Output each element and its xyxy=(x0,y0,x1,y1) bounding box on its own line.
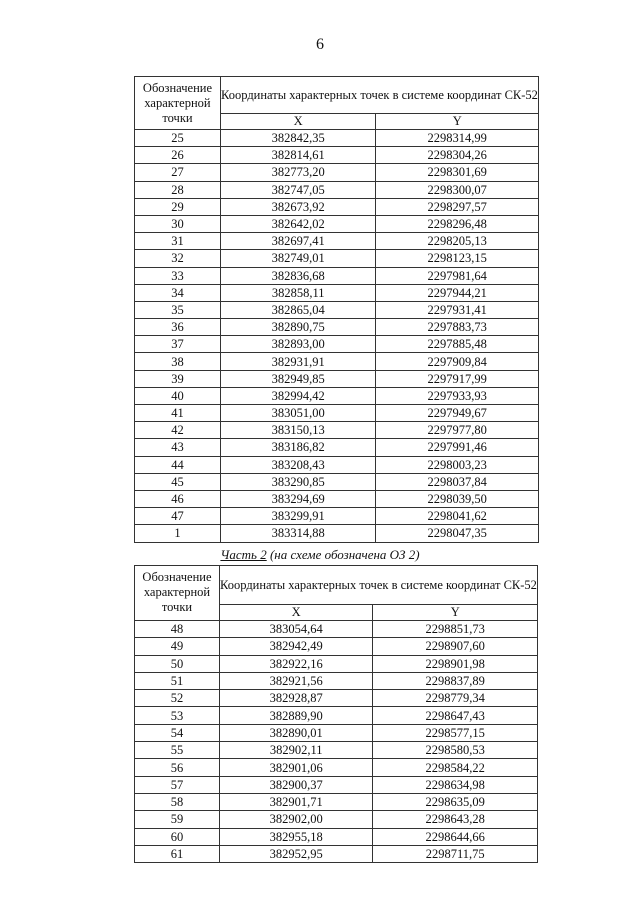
y-coordinate-cell: 2297885,48 xyxy=(376,336,539,353)
table-row xyxy=(135,284,539,301)
point-code-cell: 25 xyxy=(135,130,221,147)
y-coordinate-cell: 2298304,26 xyxy=(376,147,539,164)
point-code-cell: 32 xyxy=(135,250,221,267)
x-coordinate-cell: 382955,18 xyxy=(219,828,373,845)
table-row xyxy=(135,405,539,422)
x-coordinate-cell: 383299,91 xyxy=(220,508,376,525)
point-code-cell: 1 xyxy=(135,525,221,542)
x-coordinate-cell: 382642,02 xyxy=(220,215,376,232)
x-coordinate-cell: 382747,05 xyxy=(220,181,376,198)
point-code-cell: 26 xyxy=(135,147,221,164)
x-coordinate-cell: 382858,11 xyxy=(220,284,376,301)
point-code-cell: 49 xyxy=(135,638,220,655)
point-code-cell: 39 xyxy=(135,370,221,387)
point-code-cell: 56 xyxy=(135,759,220,776)
x-coordinate-cell: 382890,75 xyxy=(220,319,376,336)
y-coordinate-cell: 2298647,43 xyxy=(373,707,538,724)
x-coordinate-cell: 383208,43 xyxy=(220,456,376,473)
y-coordinate-cell: 2298644,66 xyxy=(373,828,538,845)
x-coordinate-cell: 383054,64 xyxy=(219,621,373,638)
point-code-cell: 27 xyxy=(135,164,221,181)
table-row xyxy=(135,638,538,655)
table-row xyxy=(135,508,539,525)
y-coordinate-cell: 2298037,84 xyxy=(376,473,539,490)
x-coordinate-cell: 382893,00 xyxy=(220,336,376,353)
point-code-cell: 54 xyxy=(135,724,220,741)
x-coordinate-cell: 383186,82 xyxy=(220,439,376,456)
y-coordinate-cell: 2298301,69 xyxy=(376,164,539,181)
x-coordinate-cell: 382922,16 xyxy=(219,655,373,672)
x-coordinate-cell: 382749,01 xyxy=(220,250,376,267)
table-row xyxy=(135,672,538,689)
x-coordinate-cell: 382889,90 xyxy=(219,707,373,724)
header-x: X xyxy=(219,605,373,621)
point-code-cell: 59 xyxy=(135,811,220,828)
x-coordinate-cell: 382942,49 xyxy=(219,638,373,655)
point-code-cell: 33 xyxy=(135,267,221,284)
point-code-cell: 31 xyxy=(135,233,221,250)
y-coordinate-cell: 2297933,93 xyxy=(376,387,539,404)
header-y: Y xyxy=(373,605,538,621)
point-code-cell: 37 xyxy=(135,336,221,353)
y-coordinate-cell: 2297931,41 xyxy=(376,301,539,318)
table-row xyxy=(135,456,539,473)
table-row xyxy=(135,439,539,456)
y-coordinate-cell: 2298039,50 xyxy=(376,490,539,507)
y-coordinate-cell: 2298851,73 xyxy=(373,621,538,638)
x-coordinate-cell: 382994,42 xyxy=(220,387,376,404)
header-point-code: Обозначение характерной точки xyxy=(135,566,220,621)
part-2-caption xyxy=(0,547,640,563)
x-coordinate-cell: 382890,01 xyxy=(219,724,373,741)
x-coordinate-cell: 382949,85 xyxy=(220,370,376,387)
x-coordinate-cell: 383150,13 xyxy=(220,422,376,439)
point-code-cell: 51 xyxy=(135,672,220,689)
table-row xyxy=(135,164,539,181)
table-row xyxy=(135,387,539,404)
table-row xyxy=(135,370,539,387)
point-code-cell: 30 xyxy=(135,215,221,232)
y-coordinate-cell: 2298041,62 xyxy=(376,508,539,525)
y-coordinate-cell: 2298711,75 xyxy=(373,845,538,862)
y-coordinate-cell: 2297909,84 xyxy=(376,353,539,370)
table-row xyxy=(135,215,539,232)
x-coordinate-cell: 382902,00 xyxy=(219,811,373,828)
y-coordinate-cell: 2298297,57 xyxy=(376,198,539,215)
x-coordinate-cell: 382902,11 xyxy=(219,742,373,759)
y-coordinate-cell: 2297883,73 xyxy=(376,319,539,336)
point-code-cell: 36 xyxy=(135,319,221,336)
point-code-cell: 35 xyxy=(135,301,221,318)
y-coordinate-cell: 2298123,15 xyxy=(376,250,539,267)
point-code-cell: 28 xyxy=(135,181,221,198)
x-coordinate-cell: 383290,85 xyxy=(220,473,376,490)
table-row xyxy=(135,724,538,741)
x-coordinate-cell: 382931,91 xyxy=(220,353,376,370)
x-coordinate-cell: 382928,87 xyxy=(219,690,373,707)
point-code-cell: 44 xyxy=(135,456,221,473)
table-row xyxy=(135,422,539,439)
table-row xyxy=(135,181,539,198)
y-coordinate-cell: 2298047,35 xyxy=(376,525,539,542)
y-coordinate-cell: 2298580,53 xyxy=(373,742,538,759)
table-row xyxy=(135,490,539,507)
y-coordinate-cell: 2297977,80 xyxy=(376,422,539,439)
point-code-cell: 58 xyxy=(135,793,220,810)
point-code-cell: 43 xyxy=(135,439,221,456)
point-code-cell: 57 xyxy=(135,776,220,793)
y-coordinate-cell: 2298779,34 xyxy=(373,690,538,707)
x-coordinate-cell: 382842,35 xyxy=(220,130,376,147)
x-coordinate-cell: 383314,88 xyxy=(220,525,376,542)
x-coordinate-cell: 383051,00 xyxy=(220,405,376,422)
table-row xyxy=(135,198,539,215)
x-coordinate-cell: 382697,41 xyxy=(220,233,376,250)
part-2-label: Часть 2 xyxy=(220,547,267,562)
point-code-cell: 45 xyxy=(135,473,221,490)
table-row xyxy=(135,267,539,284)
coordinates-table-part-2 xyxy=(134,565,538,863)
point-code-cell: 52 xyxy=(135,690,220,707)
table-row xyxy=(135,793,538,810)
x-coordinate-cell: 382673,92 xyxy=(220,198,376,215)
y-coordinate-cell: 2298003,23 xyxy=(376,456,539,473)
point-code-cell: 47 xyxy=(135,508,221,525)
point-code-cell: 34 xyxy=(135,284,221,301)
x-coordinate-cell: 382921,56 xyxy=(219,672,373,689)
x-coordinate-cell: 382836,68 xyxy=(220,267,376,284)
table-row xyxy=(135,759,538,776)
y-coordinate-cell: 2297944,21 xyxy=(376,284,539,301)
header-coordinates: Координаты характерных точек в системе координат СК-52 xyxy=(219,566,537,605)
y-coordinate-cell: 2298205,13 xyxy=(376,233,539,250)
x-coordinate-cell: 382865,04 xyxy=(220,301,376,318)
point-code-cell: 40 xyxy=(135,387,221,404)
table-row xyxy=(135,250,539,267)
x-coordinate-cell: 382900,37 xyxy=(219,776,373,793)
table-row xyxy=(135,690,538,707)
header-coordinates: Координаты характерных точек в системе координат СК-52 xyxy=(220,77,538,114)
point-code-cell: 53 xyxy=(135,707,220,724)
y-coordinate-cell: 2297991,46 xyxy=(376,439,539,456)
coordinates-table-part-1 xyxy=(134,76,539,543)
point-code-cell: 55 xyxy=(135,742,220,759)
point-code-cell: 61 xyxy=(135,845,220,862)
table-row xyxy=(135,336,539,353)
x-coordinate-cell: 382901,06 xyxy=(219,759,373,776)
x-coordinate-cell: 382952,95 xyxy=(219,845,373,862)
y-coordinate-cell: 2297917,99 xyxy=(376,370,539,387)
table-row xyxy=(135,828,538,845)
table-row xyxy=(135,776,538,793)
point-code-cell: 60 xyxy=(135,828,220,845)
table-row xyxy=(135,301,539,318)
y-coordinate-cell: 2297981,64 xyxy=(376,267,539,284)
table-row xyxy=(135,655,538,672)
table-row xyxy=(135,130,539,147)
table-row xyxy=(135,621,538,638)
point-code-cell: 46 xyxy=(135,490,221,507)
page-number: 6 xyxy=(316,36,324,53)
table-row xyxy=(135,742,538,759)
table-row xyxy=(135,845,538,862)
header-point-code: Обозначение характерной точки xyxy=(135,77,221,130)
table-row xyxy=(135,319,539,336)
table-row xyxy=(135,353,539,370)
point-code-cell: 41 xyxy=(135,405,221,422)
x-coordinate-cell: 382773,20 xyxy=(220,164,376,181)
y-coordinate-cell: 2298300,07 xyxy=(376,181,539,198)
y-coordinate-cell: 2298577,15 xyxy=(373,724,538,741)
x-coordinate-cell: 382814,61 xyxy=(220,147,376,164)
point-code-cell: 50 xyxy=(135,655,220,672)
table-row xyxy=(135,147,539,164)
point-code-cell: 29 xyxy=(135,198,221,215)
y-coordinate-cell: 2298907,60 xyxy=(373,638,538,655)
point-code-cell: 42 xyxy=(135,422,221,439)
y-coordinate-cell: 2298314,99 xyxy=(376,130,539,147)
x-coordinate-cell: 382901,71 xyxy=(219,793,373,810)
y-coordinate-cell: 2298584,22 xyxy=(373,759,538,776)
y-coordinate-cell: 2298635,09 xyxy=(373,793,538,810)
header-x: X xyxy=(220,114,376,130)
y-coordinate-cell: 2298837,89 xyxy=(373,672,538,689)
x-coordinate-cell: 383294,69 xyxy=(220,490,376,507)
table-row xyxy=(135,233,539,250)
y-coordinate-cell: 2298643,28 xyxy=(373,811,538,828)
part-2-note: (на схеме обозначена ОЗ 2) xyxy=(266,547,420,562)
table-row xyxy=(135,811,538,828)
table-row xyxy=(135,525,539,542)
table-row xyxy=(135,707,538,724)
point-code-cell: 48 xyxy=(135,621,220,638)
y-coordinate-cell: 2298296,48 xyxy=(376,215,539,232)
table-row xyxy=(135,473,539,490)
header-y: Y xyxy=(376,114,539,130)
y-coordinate-cell: 2298634,98 xyxy=(373,776,538,793)
point-code-cell: 38 xyxy=(135,353,221,370)
y-coordinate-cell: 2297949,67 xyxy=(376,405,539,422)
y-coordinate-cell: 2298901,98 xyxy=(373,655,538,672)
